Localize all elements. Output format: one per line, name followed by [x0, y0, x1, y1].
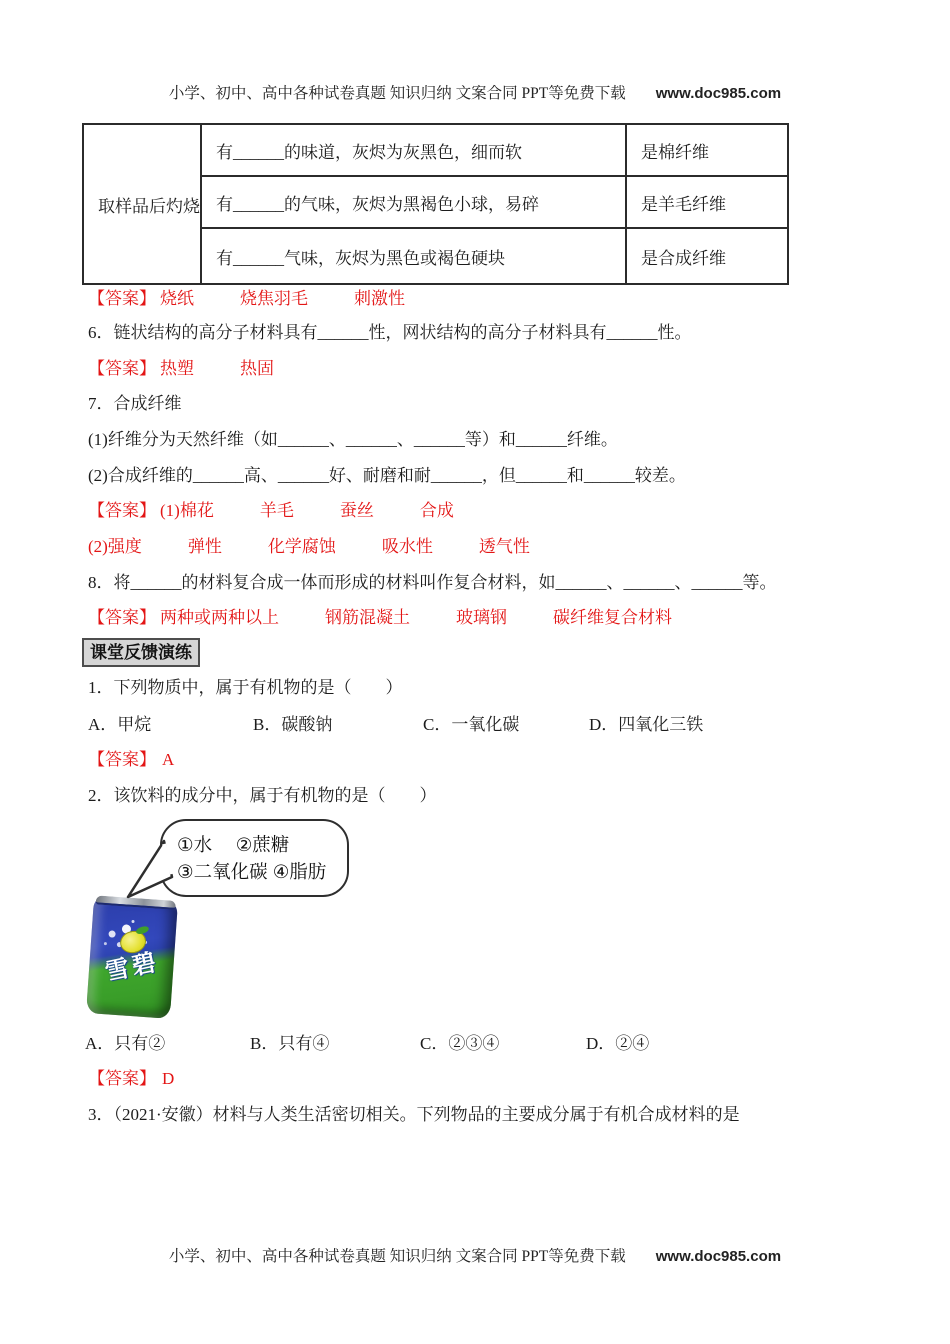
option-a: A．只有② [85, 1034, 166, 1053]
answer-item: 碳纤维复合材料 [553, 608, 672, 627]
answer-label: 【答案】 [88, 750, 156, 769]
option-a: A．甲烷 [88, 715, 152, 734]
answer-letter: A [162, 750, 175, 769]
answer-item: (2)强度 [88, 537, 142, 556]
sprite-can-image [86, 896, 178, 1019]
option-c: C．一氧化碳 [423, 715, 520, 734]
question-8: 8．将______的材料复合成一体而形成的材料叫作复合材料，如______、______、______等。 [88, 573, 777, 592]
exercise-2-options [85, 1032, 865, 1056]
answer-line-ex2 [88, 1067, 174, 1091]
page-footer [0, 1244, 950, 1266]
footer-text: 小学、初中、高中各种试卷真题 知识归纳 文案合同 PPT等免费下载 [168, 1248, 626, 1265]
answer-line-q7-1 [88, 499, 454, 523]
answer-label: 【答案】 [88, 608, 156, 627]
answer-item: 热塑 [160, 359, 194, 378]
answer-line-q8 [88, 606, 672, 630]
option-d: D．②④ [586, 1034, 650, 1053]
burn-test-table [82, 123, 789, 285]
table-cell-procedure: 取样品后灼烧 [83, 124, 201, 284]
answer-item: 刺激性 [354, 289, 405, 308]
option-b: B．只有④ [250, 1034, 330, 1053]
answer-item: 蚕丝 [339, 501, 374, 520]
answer-item: 吸水性 [381, 537, 433, 556]
question-7-part1: (1)纤维分为天然纤维（如______、______、______等）和______纤维。 [88, 430, 618, 449]
page-header [0, 81, 950, 103]
exercise-3-stem: 3．（2021·安徽）材料与人类生活密切相关。下列物品的主要成分属于有机合成材料的是 [88, 1105, 740, 1124]
answer-item: 热固 [240, 359, 274, 378]
bubble-line-1: ①水 ②蔗糖 [177, 834, 290, 855]
bubble-line-2: ③二氧化碳 ④脂肪 [177, 861, 327, 882]
table-cell-result: 是棉纤维 [626, 124, 788, 176]
exercise-1-stem: 1．下列物质中，属于有机物的是（ ） [88, 678, 403, 697]
table-cell-observation: 有______的味道，灰烬为灰黑色，细而软 [201, 124, 626, 176]
answer-line-q7-2 [88, 535, 530, 559]
answer-letter: D [162, 1069, 175, 1088]
exercise-1-options [88, 713, 868, 737]
answer-item: 透气性 [478, 537, 530, 556]
answer-item: 烧纸 [160, 289, 194, 308]
answer-item: 钢筋混凝土 [325, 608, 410, 627]
answer-item: 羊毛 [259, 501, 294, 520]
header-site-link[interactable]: www.doc985.com [655, 85, 782, 102]
question-6: 6．链状结构的高分子材料具有______性，网状结构的高分子材料具有______性。 [88, 323, 692, 342]
question-7-title: 7．合成纤维 [88, 394, 182, 413]
option-c: C．②③④ [420, 1034, 500, 1053]
speech-bubble-tail [118, 833, 198, 908]
table-row [83, 124, 788, 176]
question-7-part2: (2)合成纤维的______高、______好、耐磨和耐______，但______和______较差。 [88, 466, 686, 485]
answer-item: 两种或两种以上 [160, 608, 279, 627]
table-cell-result: 是羊毛纤维 [626, 176, 788, 228]
answer-line-ex1 [88, 748, 174, 772]
answer-item: 化学腐蚀 [267, 537, 336, 556]
footer-site-link[interactable]: www.doc985.com [655, 1248, 782, 1265]
can-brand-text: 雪碧 [102, 948, 162, 987]
answer-item: 玻璃钢 [456, 608, 507, 627]
answer-item: 弹性 [187, 537, 222, 556]
answer-item: 合成 [419, 501, 454, 520]
answer-line-table [88, 287, 405, 311]
exercise-2-stem: 2．该饮料的成分中，属于有机物的是（ ） [88, 786, 437, 805]
option-d: D．四氧化三铁 [589, 715, 704, 734]
answer-label: 【答案】 [88, 289, 156, 308]
answer-label: 【答案】 [88, 359, 156, 378]
table-cell-observation: 有______的气味，灰烬为黑褐色小球，易碎 [201, 176, 626, 228]
section-title: 课堂反馈演练 [82, 638, 200, 667]
table-cell-observation: 有______气味，灰烬为黑色或褐色硬块 [201, 228, 626, 284]
answer-label: 【答案】 [88, 1069, 156, 1088]
answer-label: 【答案】 [88, 501, 156, 520]
header-text: 小学、初中、高中各种试卷真题 知识归纳 文案合同 PPT等免费下载 [168, 85, 626, 102]
answer-item: (1)棉花 [160, 501, 214, 520]
option-b: B．碳酸钠 [253, 715, 333, 734]
answer-line-q6 [88, 357, 274, 381]
table-cell-result: 是合成纤维 [626, 228, 788, 284]
answer-item: 烧焦羽毛 [240, 289, 308, 308]
